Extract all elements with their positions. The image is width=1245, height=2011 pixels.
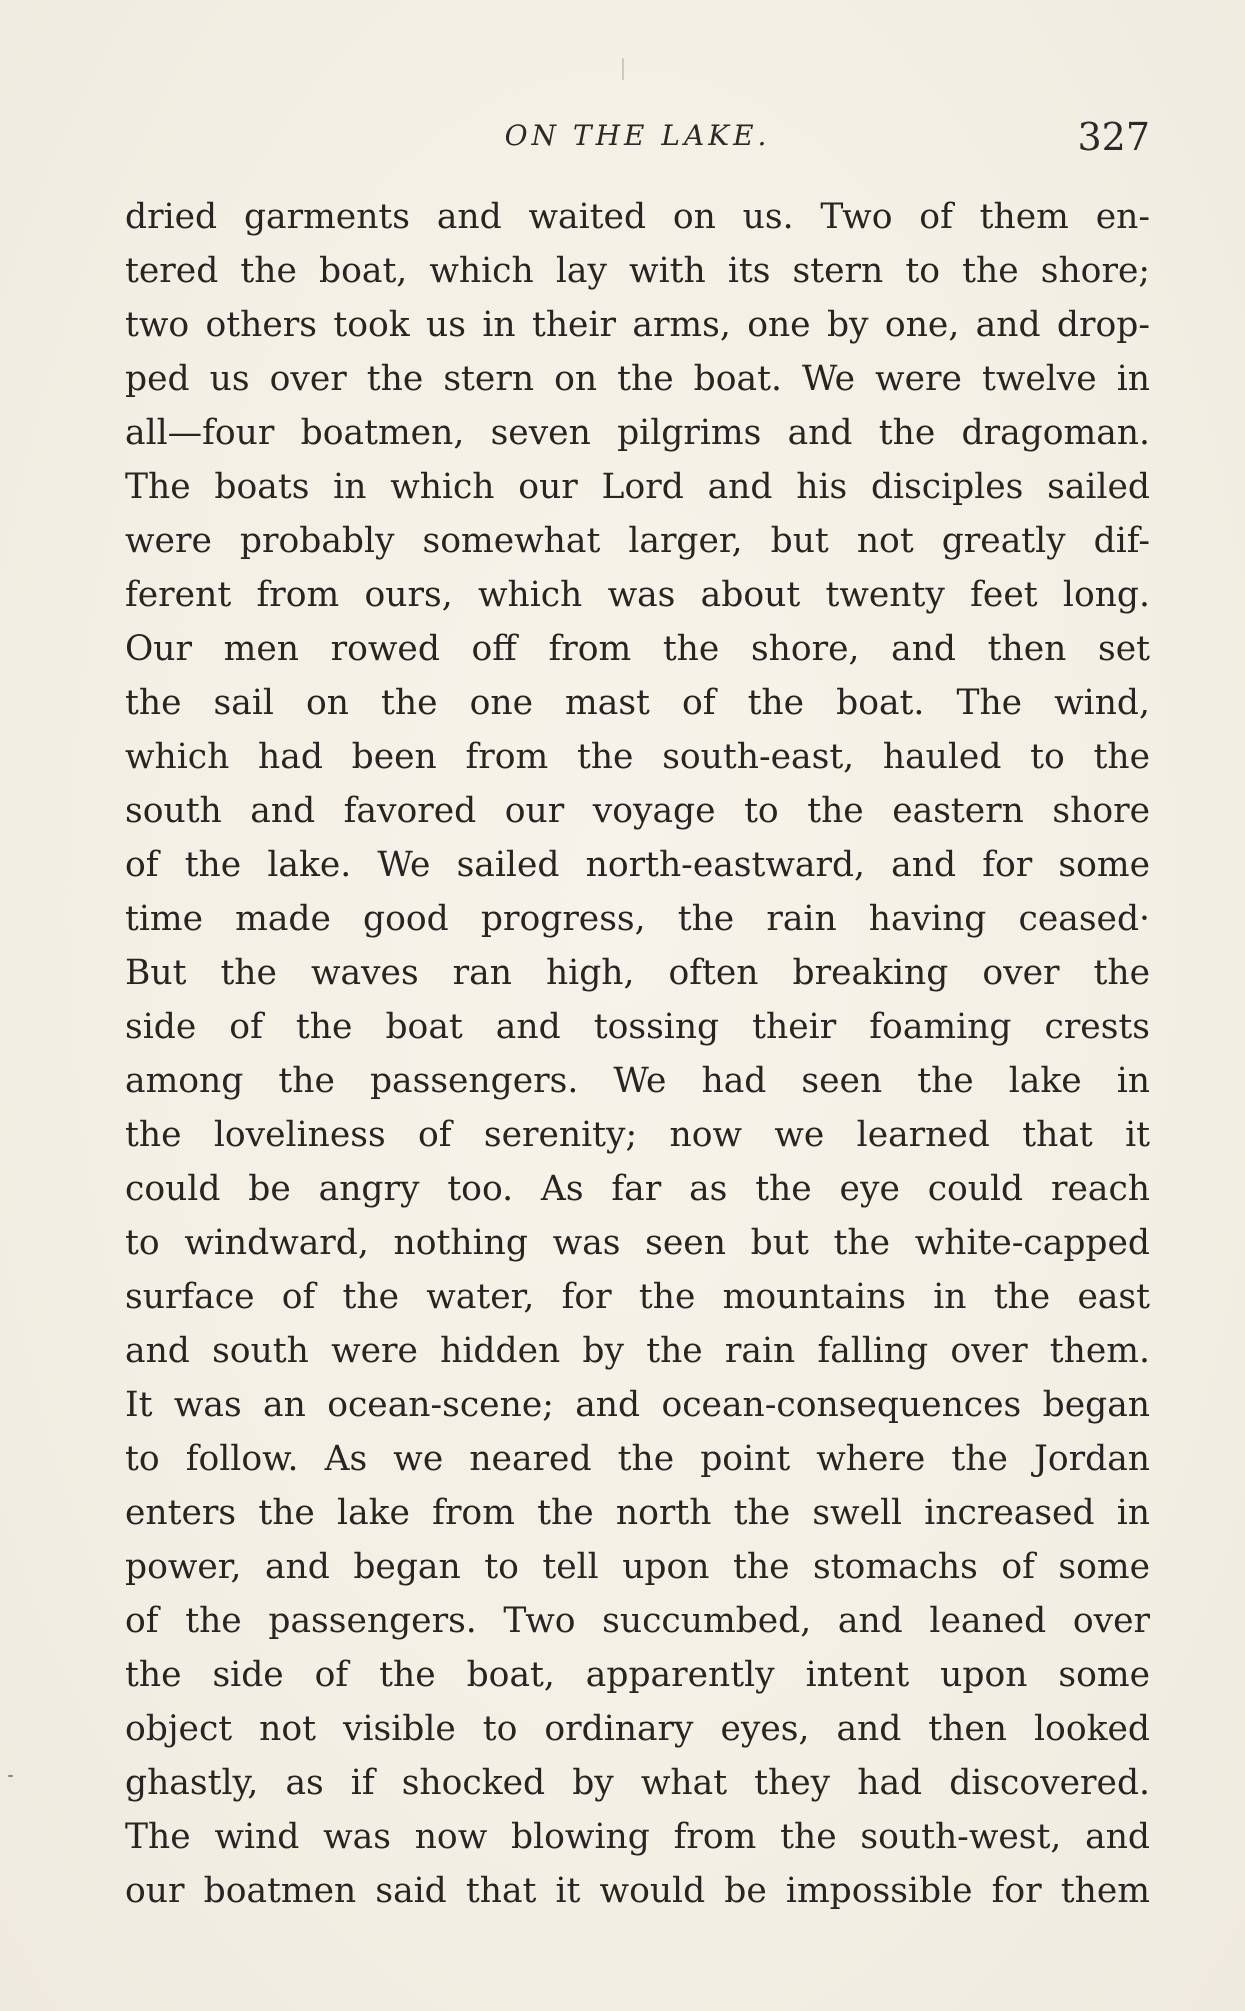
running-head <box>125 115 1150 165</box>
text-line: surface of the water, for the mountains in the east <box>125 1277 1150 1317</box>
text-line: our boatmen said that it would be impossible for them <box>125 1871 1150 1911</box>
text-line: time made good progress, the rain having ceased· <box>125 899 1150 939</box>
text-line: to follow. As we neared the point where the Jordan <box>125 1439 1150 1479</box>
text-line: which had been from the south-east, hauled to the <box>125 737 1150 777</box>
text-line: the loveliness of serenity; now we learned that it <box>125 1115 1150 1155</box>
text-line: But the waves ran high, often breaking over the <box>125 953 1150 993</box>
text-line: all—four boatmen, seven pilgrims and the dragoman. <box>125 413 1150 453</box>
paper-speck <box>622 58 624 80</box>
text-line: side of the boat and tossing their foaming crests <box>125 1007 1150 1047</box>
text-line: south and favored our voyage to the eastern shore <box>125 791 1150 831</box>
text-line: ferent from ours, which was about twenty feet long. <box>125 575 1150 615</box>
text-line: and south were hidden by the rain falling over them. <box>125 1331 1150 1371</box>
text-line: two others took us in their arms, one by one, and drop- <box>125 305 1150 345</box>
text-line: The boats in which our Lord and his disciples sailed <box>125 467 1150 507</box>
text-line: ghastly, as if shocked by what they had discovered. <box>125 1763 1150 1803</box>
text-line: dried garments and waited on us. Two of them en- <box>125 197 1150 237</box>
text-line: of the lake. We sailed north-eastward, and for some <box>125 845 1150 885</box>
text-line: object not visible to ordinary eyes, and then looked <box>125 1709 1150 1749</box>
text-line: the sail on the one mast of the boat. The wind, <box>125 683 1150 723</box>
text-line: the side of the boat, apparently intent upon some <box>125 1655 1150 1695</box>
text-line: It was an ocean-scene; and ocean-consequences began <box>125 1385 1150 1425</box>
paper-speck <box>8 1775 13 1777</box>
text-line: power, and began to tell upon the stomachs of some <box>125 1547 1150 1587</box>
text-line: of the passengers. Two succumbed, and leaned over <box>125 1601 1150 1641</box>
running-title: ON THE LAKE. <box>504 119 771 152</box>
text-line: The wind was now blowing from the south-west, and <box>125 1817 1150 1857</box>
text-line: to windward, nothing was seen but the white-capped <box>125 1223 1150 1263</box>
text-line: were probably somewhat larger, but not greatly dif- <box>125 521 1150 561</box>
text-line: ped us over the stern on the boat. We were twelve in <box>125 359 1150 399</box>
text-line: tered the boat, which lay with its stern to the shore; <box>125 251 1150 291</box>
text-line: could be angry too. As far as the eye could reach <box>125 1169 1150 1209</box>
text-line: Our men rowed off from the shore, and then set <box>125 629 1150 669</box>
text-line: among the passengers. We had seen the lake in <box>125 1061 1150 1101</box>
body-text <box>125 190 1150 1918</box>
text-line: enters the lake from the north the swell increased in <box>125 1493 1150 1533</box>
page-number: 327 <box>1077 115 1150 159</box>
